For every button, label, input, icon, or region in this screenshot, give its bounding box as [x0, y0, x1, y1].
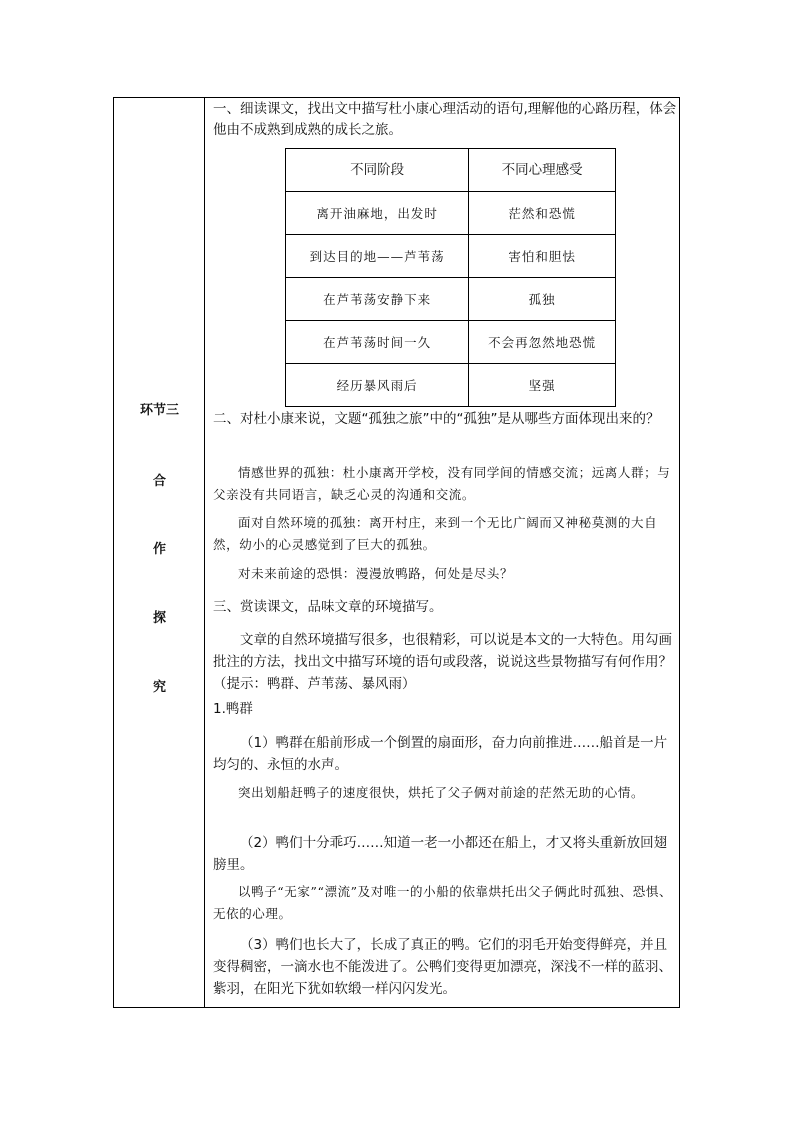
section-column: [114, 98, 205, 1007]
section-char-3: 探: [152, 611, 166, 626]
stage-cell: 在芦苇荡时间一久: [286, 321, 469, 364]
feeling-cell: 不会再忽然地恐慌: [469, 321, 616, 364]
stage-cell: 到达目的地——芦苇荡: [286, 235, 469, 278]
section-char-1: 合: [152, 474, 166, 489]
feeling-cell: 孤独: [469, 278, 616, 321]
subheading-ducks: 1.鸭群: [213, 701, 253, 717]
stage-cell: 在芦苇荡安静下来: [286, 278, 469, 321]
section-title: 环节三: [139, 403, 179, 418]
header-stage: 不同阶段: [286, 149, 469, 192]
question-2: 二、对杜小康来说，文题“孤独之旅”中的“孤独”是从哪些方面体现出来的？: [213, 411, 660, 427]
lesson-table: [113, 97, 680, 1008]
feeling-cell: 茫然和恐慌: [469, 192, 616, 235]
table-row: [286, 321, 616, 364]
quote-1: （1）鸭群在船前形成一个倒置的扇面形，奋力向前推进……船首是一片均匀的、永恒的水声。: [213, 735, 668, 773]
quote-2: （2）鸭们十分乖巧……知道一老一小都还在船上，才又将头重新放回翅膀里。: [213, 835, 668, 873]
quote-3: （3）鸭们也长大了，长成了真正的鸭。它们的羽毛开始变得鲜亮，并且变得稠密，一滴水也不能泼进了。公鸭们变得更加漂亮，深浅不一样的蓝羽、紫羽，在阳光下犹如软缎一样闪闪发光。: [213, 937, 672, 997]
note-1: 突出划船赶鸭子的速度很快，烘托了父子俩对前途的茫然无助的心情。: [238, 785, 645, 800]
feeling-cell: 害怕和胆怯: [469, 235, 616, 278]
question-1: 一、细读课文，找出文中描写杜小康心理活动的语句,理解他的心路历程，体会他由不成熟到成熟的成长之旅。: [213, 101, 677, 138]
table-header-row: [286, 149, 616, 192]
table-row: [286, 364, 616, 407]
section-char-4: 究: [152, 680, 166, 695]
answer-future: 对未来前途的恐惧：漫漫放鸭路，何处是尽头？: [238, 566, 514, 581]
note-2: 以鸭子“无家”“漂流”及对唯一的小船的依靠烘托出父子俩此时孤独、恐惧、无依的心理。: [213, 884, 673, 921]
section-char-2: 作: [152, 542, 166, 557]
answer-nature: 面对自然环境的孤独：离开村庄，来到一个无比广阔而又神秘莫测的大自然，幼小的心灵感觉到了巨大的孤独。: [213, 515, 658, 552]
table-row: [286, 235, 616, 278]
stage-cell: 经历暴风雨后: [286, 364, 469, 407]
question-3: 三、赏读课文，品味文章的环境描写。: [213, 599, 443, 615]
question-3-intro: 文章的自然环境描写很多，也很精彩，可以说是本文的一大特色。用勾画批注的方法，找出文中描写环境的语句或段落，说说这些景物描写有何作用？ （提示：鸭群、芦苇荡、暴风雨）: [213, 632, 672, 692]
header-feeling: 不同心理感受: [469, 149, 616, 192]
answer-emotional: 情感世界的孤独：杜小康离开学校，没有同学间的情感交流；远离人群；与父亲没有共同语言，缺乏心灵的沟通和交流。: [213, 465, 671, 502]
table-row: [286, 278, 616, 321]
feeling-cell: 坚强: [469, 364, 616, 407]
table-row: [286, 192, 616, 235]
stage-cell: 离开油麻地，出发时: [286, 192, 469, 235]
stage-table: [285, 148, 616, 407]
